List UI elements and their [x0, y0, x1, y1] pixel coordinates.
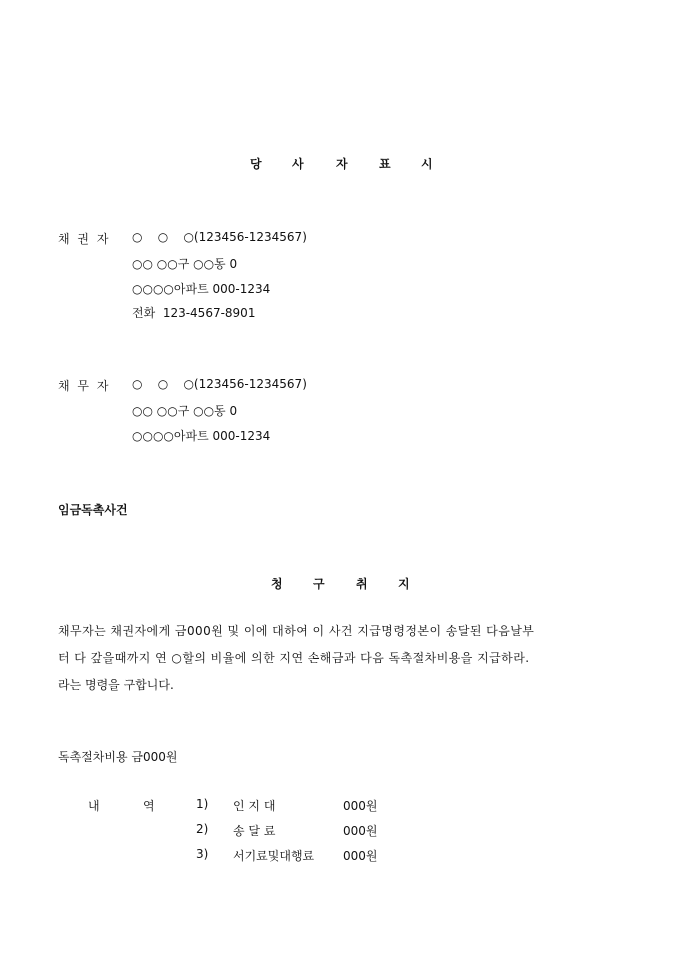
- debtor-address-1: ○○ ○○구 ○○동 0: [132, 404, 238, 418]
- claim-title-char: 구: [313, 577, 325, 591]
- breakdown-item-name: 송 달 료: [233, 824, 276, 838]
- parties-title-char: 사: [292, 157, 304, 171]
- parties-title-char: 당: [250, 157, 262, 171]
- debtor-label: 채 무 자: [58, 379, 109, 393]
- breakdown-item-amount: 000원: [343, 799, 378, 813]
- parties-title-char: 표: [379, 157, 391, 171]
- parties-title-char: 자: [336, 157, 348, 171]
- breakdown-item-num: 3): [196, 847, 209, 861]
- claim-title-char: 지: [398, 577, 410, 591]
- breakdown-item-name: 인 지 대: [233, 799, 276, 813]
- claim-text-line-2: 터 다 갚을때까지 연 ○할의 비율에 의한 지연 손해금과 다음 독촉절차비용을 지급하라.: [58, 651, 530, 665]
- breakdown-item-num: 2): [196, 822, 209, 836]
- creditor-address-1: ○○ ○○구 ○○동 0: [132, 257, 238, 271]
- claim-title-char: 청: [271, 577, 283, 591]
- claim-title-char: 취: [356, 577, 368, 591]
- cost-total: 독촉절차비용 금000원: [58, 750, 178, 764]
- parties-title-char: 시: [421, 157, 433, 171]
- claim-text-line-3: 라는 명령을 구합니다.: [58, 678, 174, 692]
- case-name: 임금독촉사건: [58, 503, 128, 517]
- debtor-name: ○ ○ ○(123456-1234567): [132, 377, 307, 391]
- creditor-address-2: ○○○○아파트 000-1234: [132, 282, 271, 296]
- breakdown-label-2: 역: [143, 799, 155, 813]
- breakdown-item-num: 1): [196, 797, 209, 811]
- debtor-address-2: ○○○○아파트 000-1234: [132, 429, 271, 443]
- creditor-name: ○ ○ ○(123456-1234567): [132, 230, 307, 244]
- claim-text-line-1: 채무자는 채권자에게 금000원 및 이에 대하여 이 사건 지급명령정본이 송달된 다음날부: [58, 624, 535, 638]
- creditor-phone: 전화 123-4567-8901: [132, 306, 256, 320]
- creditor-label: 채 권 자: [58, 232, 109, 246]
- breakdown-item-amount: 000원: [343, 824, 378, 838]
- breakdown-item-name: 서기료및대행료: [233, 849, 315, 863]
- breakdown-label-1: 내: [88, 799, 100, 813]
- breakdown-item-amount: 000원: [343, 849, 378, 863]
